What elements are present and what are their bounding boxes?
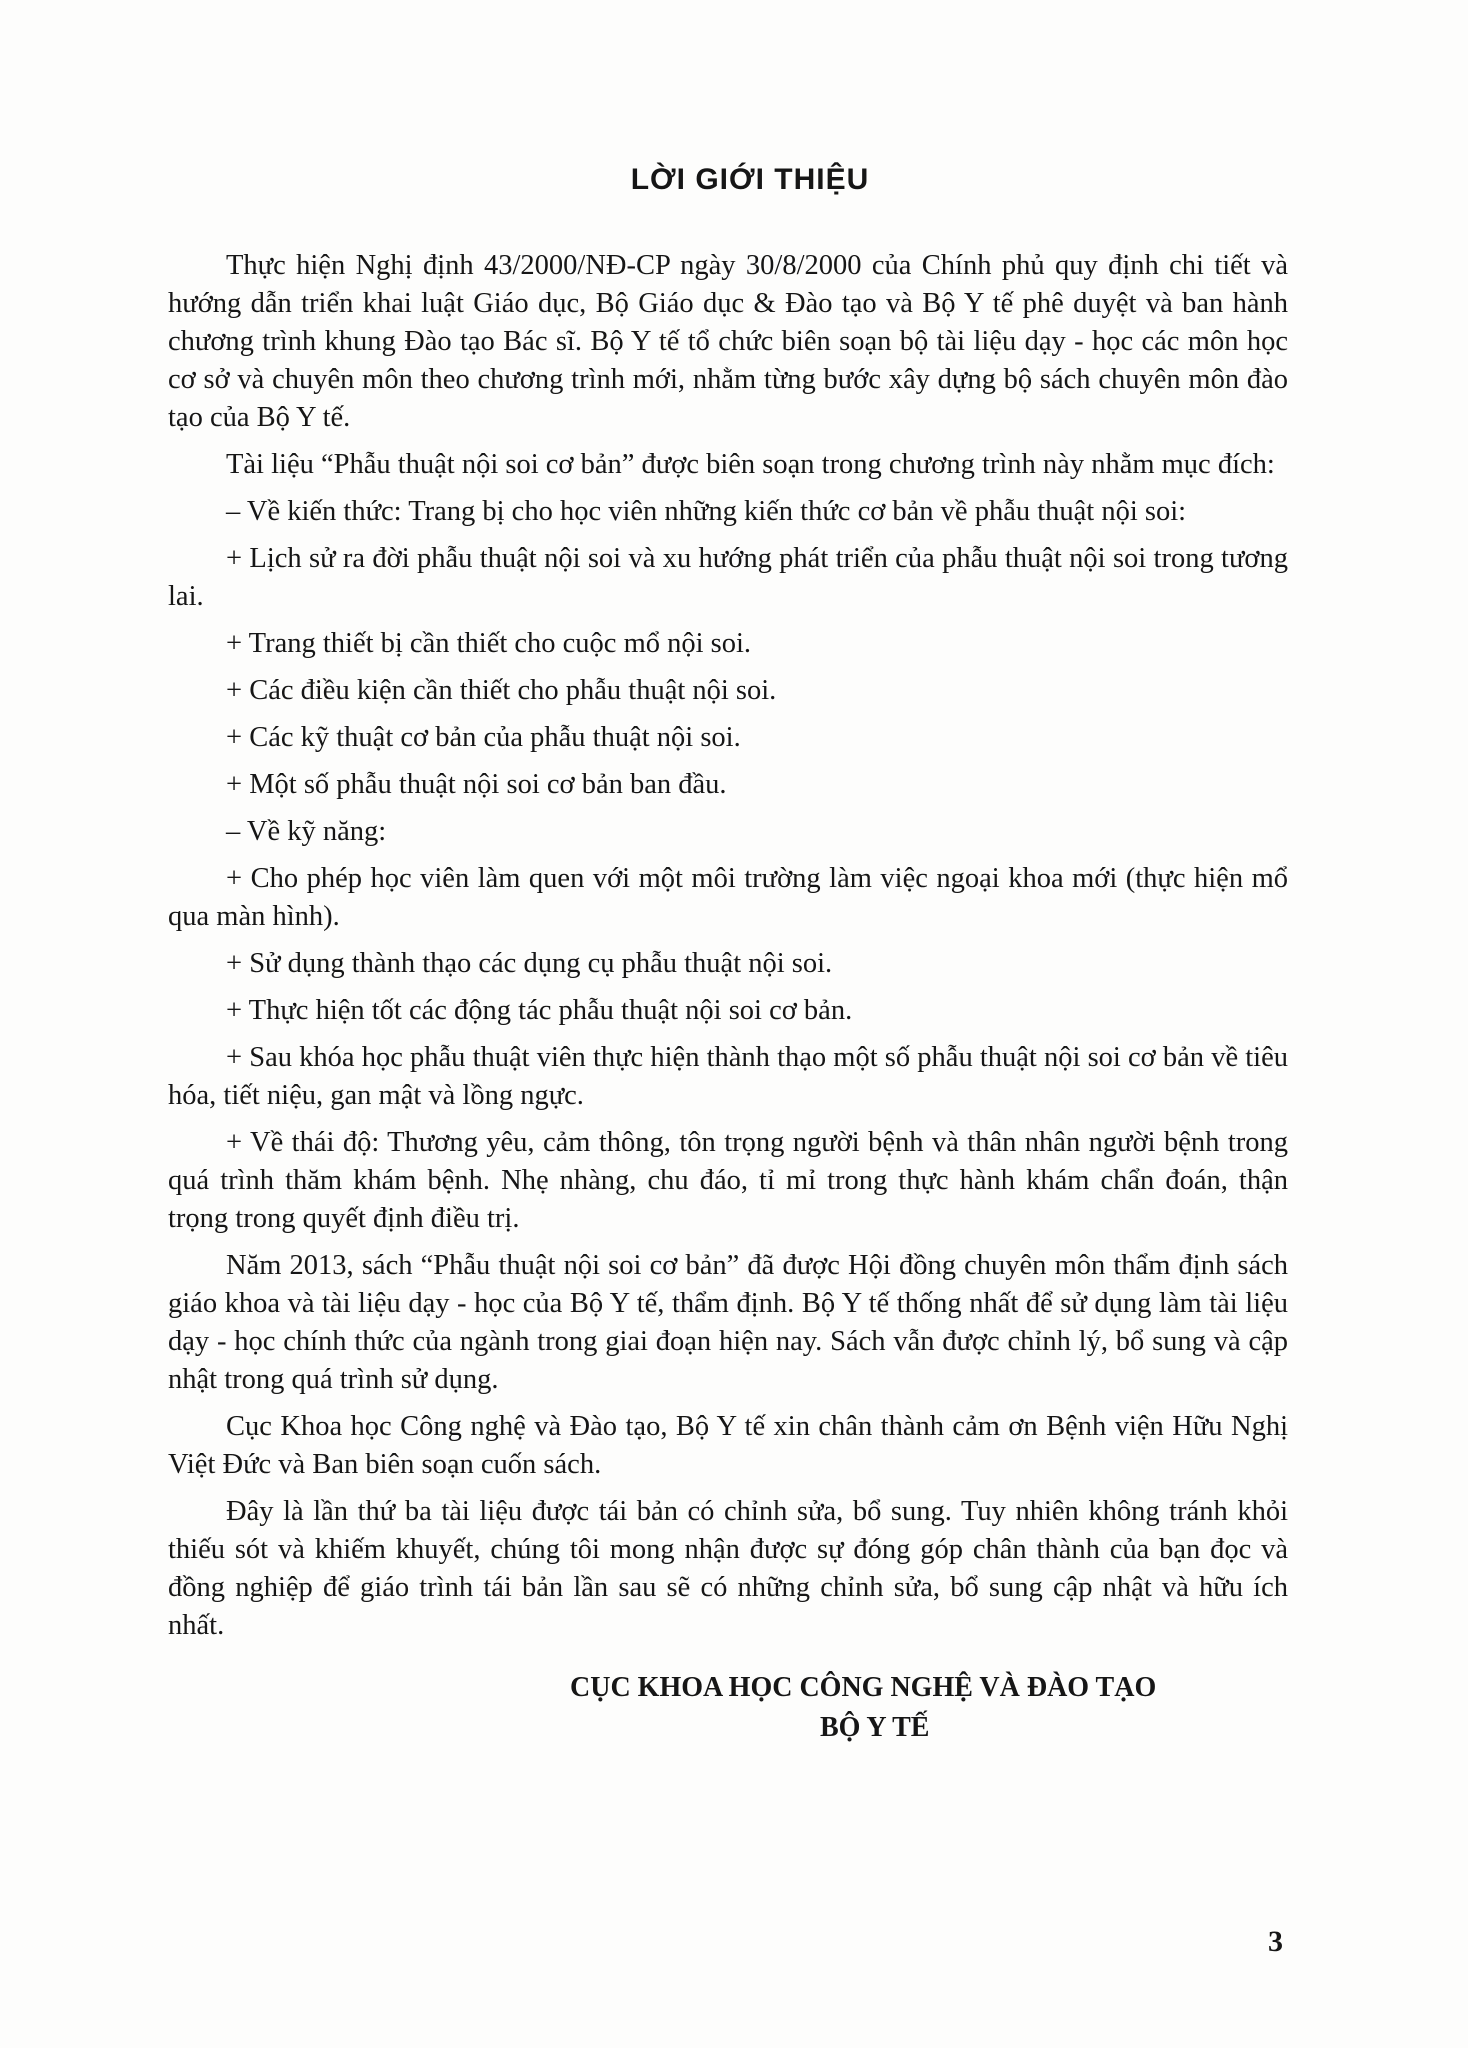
paragraph-thanks: Cục Khoa học Công nghệ và Đào tạo, Bộ Y tế xin chân thành cảm ơn Bệnh viện Hữu Nghị Việt Đức và Ban biên soạn cuốn sách. (168, 1411, 1288, 1480)
paragraph-reprint: Đây là lần thứ ba tài liệu được tái bản có chỉnh sửa, bổ sung. Tuy nhiên không tránh khỏi thiếu sót và khiếm khuyết, chúng tôi mong nhận được sự đóng góp chân thành của bạn đọc và đồng nghiệp để giáo trình tái bản lần sau sẽ có những chỉnh sửa, bổ sung cập nhật và hữu ích nhất. (168, 1496, 1288, 1641)
list-item: + Cho phép học viên làm quen với một môi trường làm việc ngoại khoa mới (thực hiện mổ qua màn hình). (168, 863, 1288, 932)
signature-organization: CỤC KHOA HỌC CÔNG NGHỆ VÀ ĐÀO TẠO (570, 1672, 1157, 1703)
paragraph-purpose: Tài liệu “Phẫu thuật nội soi cơ bản” được biên soạn trong chương trình này nhằm mục đích: (226, 449, 1275, 480)
list-item: + Lịch sử ra đời phẫu thuật nội soi và xu hướng phát triển của phẫu thuật nội soi trong tương lai. (168, 543, 1288, 612)
paragraph-knowledge-heading: – Về kiến thức: Trang bị cho học viên những kiến thức cơ bản về phẫu thuật nội soi: (226, 496, 1187, 527)
list-item: + Một số phẫu thuật nội soi cơ bản ban đầu. (226, 769, 727, 800)
list-item: + Sử dụng thành thạo các dụng cụ phẫu thuật nội soi. (226, 948, 833, 979)
paragraph-appraisal: Năm 2013, sách “Phẫu thuật nội soi cơ bản” đã được Hội đồng chuyên môn thẩm định sách giáo khoa và tài liệu dạy - học của Bộ Y tế, thẩm định. Bộ Y tế thống nhất để sử dụng làm tài liệu dạy - học chính thức của ngành trong giai đoạn hiện nay. Sách vẫn được chỉnh lý, bổ sung và cập nhật trong quá trình sử dụng. (168, 1250, 1288, 1395)
list-item: + Các kỹ thuật cơ bản của phẫu thuật nội soi. (226, 722, 741, 753)
list-item: + Các điều kiện cần thiết cho phẫu thuật nội soi. (226, 675, 777, 706)
list-item: + Về thái độ: Thương yêu, cảm thông, tôn trọng người bệnh và thân nhân người bệnh trong quá trình thăm khám bệnh. Nhẹ nhàng, chu đáo, tỉ mỉ trong thực hành khám chẩn đoán, thận trọng trong quyết định điều trị. (168, 1127, 1288, 1234)
document-body (168, 247, 1288, 1654)
paragraph-skills-heading: – Về kỹ năng: (226, 816, 387, 847)
paragraph-intro: Thực hiện Nghị định 43/2000/NĐ-CP ngày 30/8/2000 của Chính phủ quy định chi tiết và hướng dẫn triển khai luật Giáo dục, Bộ Giáo dục & Đào tạo và Bộ Y tế phê duyệt và ban hành chương trình khung Đào tạo Bác sĩ. Bộ Y tế tổ chức biên soạn bộ tài liệu dạy - học các môn học cơ sở và chuyên môn theo chương trình mới, nhằm từng bước xây dựng bộ sách chuyên môn đào tạo của Bộ Y tế. (168, 250, 1288, 433)
list-item: + Sau khóa học phẫu thuật viên thực hiện thành thạo một số phẫu thuật nội soi cơ bản về tiêu hóa, tiết niệu, gan mật và lồng ngực. (168, 1042, 1288, 1111)
list-item: + Thực hiện tốt các động tác phẫu thuật nội soi cơ bản. (226, 995, 853, 1026)
page-title: LỜI GIỚI THIỆU (630, 163, 870, 196)
list-item: + Trang thiết bị cần thiết cho cuộc mổ nội soi. (226, 628, 752, 659)
signature-ministry: BỘ Y TẾ (820, 1712, 930, 1743)
page-number: 3 (1268, 1925, 1283, 1958)
